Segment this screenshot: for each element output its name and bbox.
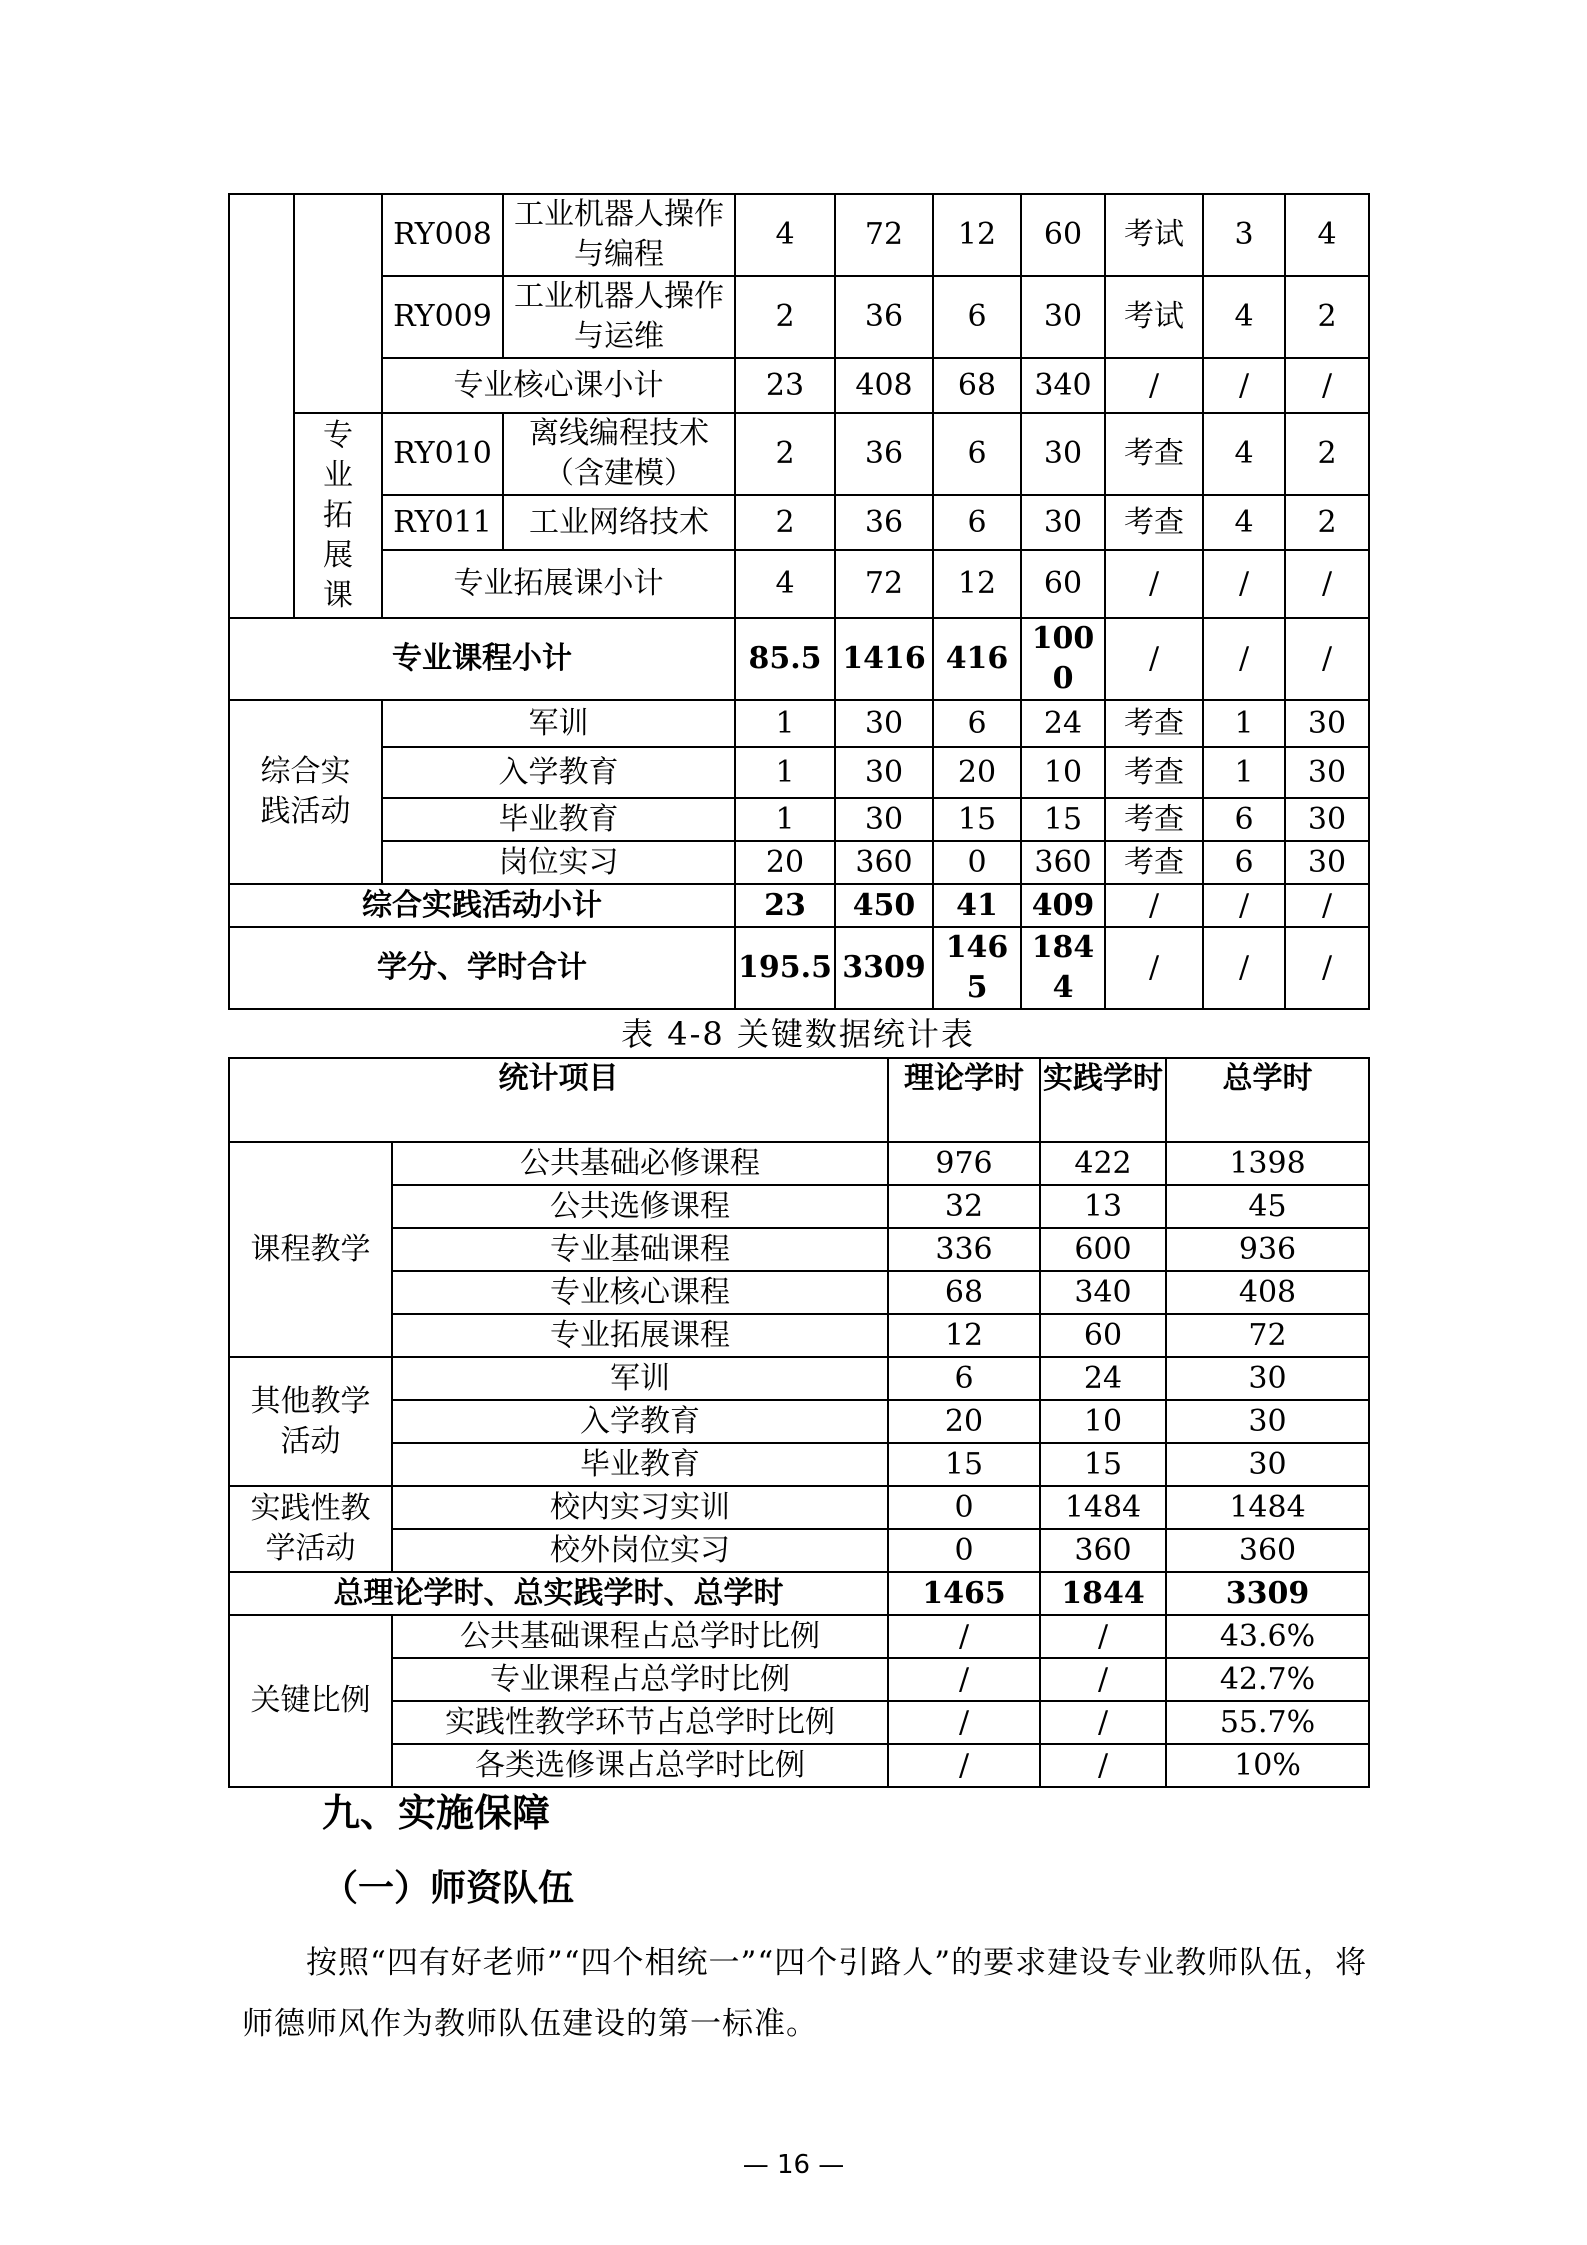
course-hours-table xyxy=(228,193,1370,1010)
course-name: 工业机器人操作与编程 xyxy=(503,194,735,276)
weekly-cell: 2 xyxy=(1285,276,1369,358)
term-cell: 4 xyxy=(1203,413,1285,495)
practice-cell: 409 xyxy=(1021,884,1105,927)
table-row xyxy=(229,841,1369,884)
item-label: 校外岗位实习 xyxy=(392,1529,888,1572)
table-row xyxy=(229,747,1369,798)
assess-cell: / xyxy=(1105,884,1203,927)
practice-cell: 24 xyxy=(1021,700,1105,747)
credits-cell: 20 xyxy=(735,841,835,884)
credits-cell: 4 xyxy=(735,194,835,276)
credits-cell: 1 xyxy=(735,700,835,747)
theory-cell: 6 xyxy=(933,700,1021,747)
theory-cell: 976 xyxy=(888,1142,1040,1185)
practice-cell: 1844 xyxy=(1040,1572,1166,1615)
total-cell: 30 xyxy=(1166,1400,1369,1443)
practice-cell: / xyxy=(1040,1701,1166,1744)
table-row xyxy=(229,927,1369,1009)
practice-cell: 30 xyxy=(1021,495,1105,550)
practice-cell: 1484 xyxy=(1040,1486,1166,1529)
activity-label: 军训 xyxy=(382,700,735,747)
total-cell: 30 xyxy=(1166,1357,1369,1400)
theory-cell: 6 xyxy=(933,276,1021,358)
theory-cell: / xyxy=(888,1744,1040,1787)
table-row xyxy=(229,1529,1369,1572)
practice-cell: / xyxy=(1040,1615,1166,1658)
total-cell: 42.7% xyxy=(1166,1658,1369,1701)
group-label-text: 专业拓展课 xyxy=(323,417,353,613)
total-label: 专业课程小计 xyxy=(229,618,735,700)
table-row xyxy=(229,1701,1369,1744)
course-name: 工业网络技术 xyxy=(503,495,735,550)
item-label: 公共基础课程占总学时比例 xyxy=(392,1615,888,1658)
assess-cell: 考查 xyxy=(1105,747,1203,798)
theory-cell: 0 xyxy=(888,1529,1040,1572)
theory-cell: / xyxy=(888,1701,1040,1744)
credits-cell: 85.5 xyxy=(735,618,835,700)
practice-cell: 1844 xyxy=(1021,927,1105,1009)
hours-cell: 30 xyxy=(835,700,933,747)
credits-cell: 195.5 xyxy=(735,927,835,1009)
assess-cell: / xyxy=(1105,618,1203,700)
credits-cell: 23 xyxy=(735,884,835,927)
total-label: 学分、学时合计 xyxy=(229,927,735,1009)
practice-cell: 15 xyxy=(1021,798,1105,841)
table-row xyxy=(229,1271,1369,1314)
table-row xyxy=(229,495,1369,550)
practice-cell: 340 xyxy=(1040,1271,1166,1314)
table-row xyxy=(229,1314,1369,1357)
item-label: 毕业教育 xyxy=(392,1443,888,1486)
group-label-expand xyxy=(294,413,382,618)
credits-cell: 1 xyxy=(735,798,835,841)
total-label: 综合实践活动小计 xyxy=(229,884,735,927)
weekly-cell: / xyxy=(1285,550,1369,618)
group-label-text: 实践性教学活动 xyxy=(250,1491,371,1566)
theory-cell: 416 xyxy=(933,618,1021,700)
total-cell: 55.7% xyxy=(1166,1701,1369,1744)
theory-cell: 15 xyxy=(933,798,1021,841)
total-cell: 3309 xyxy=(1166,1572,1369,1615)
weekly-cell: / xyxy=(1285,618,1369,700)
assess-cell: 考查 xyxy=(1105,700,1203,747)
hours-cell: 36 xyxy=(835,495,933,550)
item-label: 专业基础课程 xyxy=(392,1228,888,1271)
hours-cell: 72 xyxy=(835,194,933,276)
assess-cell: / xyxy=(1105,550,1203,618)
theory-cell: 336 xyxy=(888,1228,1040,1271)
group-cell-blank xyxy=(229,194,294,413)
weekly-cell: 30 xyxy=(1285,798,1369,841)
theory-cell: 0 xyxy=(888,1486,1040,1529)
term-cell: / xyxy=(1203,884,1285,927)
section-heading: 九、实施保障 xyxy=(322,1791,551,1835)
table-row xyxy=(229,1572,1369,1615)
table-row xyxy=(229,276,1369,358)
term-cell: 4 xyxy=(1203,495,1285,550)
item-label: 各类选修课占总学时比例 xyxy=(392,1744,888,1787)
hours-cell: 72 xyxy=(835,550,933,618)
theory-cell: 12 xyxy=(933,194,1021,276)
credits-cell: 1 xyxy=(735,747,835,798)
subtotal-label: 专业核心课小计 xyxy=(382,358,735,413)
body-paragraph: 按照“四有好老师”“四个相统一”“四个引路人”的要求建设专业教师队伍，将师德师风作为教师队伍建设的第一标准。 xyxy=(242,1945,1368,2042)
total-cell: 1398 xyxy=(1166,1142,1369,1185)
term-cell: / xyxy=(1203,550,1285,618)
term-cell: / xyxy=(1203,358,1285,413)
header-practice: 实践学时 xyxy=(1040,1058,1166,1142)
group-label-text: 其他教学活动 xyxy=(250,1383,371,1459)
item-label: 专业课程占总学时比例 xyxy=(392,1658,888,1701)
total-cell: 30 xyxy=(1166,1443,1369,1486)
theory-cell: 32 xyxy=(888,1185,1040,1228)
assess-cell: / xyxy=(1105,927,1203,1009)
total-cell: 72 xyxy=(1166,1314,1369,1357)
hours-cell: 1416 xyxy=(835,618,933,700)
table-row xyxy=(229,798,1369,841)
weekly-cell: / xyxy=(1285,884,1369,927)
table-row xyxy=(229,1744,1369,1787)
theory-cell: 6 xyxy=(888,1357,1040,1400)
subsection-heading: （一）师资队伍 xyxy=(322,1868,575,1909)
weekly-cell: / xyxy=(1285,358,1369,413)
table-row xyxy=(229,550,1369,618)
hours-cell: 30 xyxy=(835,747,933,798)
practice-cell: 10 xyxy=(1040,1400,1166,1443)
course-code: RY011 xyxy=(382,495,503,550)
table-row xyxy=(229,413,1369,495)
group-label-text: 综合实践活动 xyxy=(260,754,351,829)
assess-cell: 考查 xyxy=(1105,413,1203,495)
theory-cell: 20 xyxy=(933,747,1021,798)
practice-cell: 422 xyxy=(1040,1142,1166,1185)
group-label-teaching: 课程教学 xyxy=(229,1142,392,1357)
table-row xyxy=(229,1615,1369,1658)
term-cell: / xyxy=(1203,927,1285,1009)
total-cell: 45 xyxy=(1166,1185,1369,1228)
practice-cell: 13 xyxy=(1040,1185,1166,1228)
credits-cell: 23 xyxy=(735,358,835,413)
theory-cell: / xyxy=(888,1615,1040,1658)
practice-cell: 340 xyxy=(1021,358,1105,413)
weekly-cell: 2 xyxy=(1285,495,1369,550)
term-cell: / xyxy=(1203,618,1285,700)
term-cell: 1 xyxy=(1203,700,1285,747)
credits-cell: 4 xyxy=(735,550,835,618)
assess-cell: 考查 xyxy=(1105,841,1203,884)
credits-cell: 2 xyxy=(735,495,835,550)
table-header-row xyxy=(229,1058,1369,1142)
header-theory: 理论学时 xyxy=(888,1058,1040,1142)
group-label-practice xyxy=(229,700,382,884)
subtotal-label: 专业拓展课小计 xyxy=(382,550,735,618)
assess-cell: 考试 xyxy=(1105,194,1203,276)
item-label: 校内实习实训 xyxy=(392,1486,888,1529)
term-cell: 1 xyxy=(1203,747,1285,798)
table-row xyxy=(229,1658,1369,1701)
weekly-cell: 30 xyxy=(1285,747,1369,798)
group-cell-blank xyxy=(229,413,294,618)
table-row xyxy=(229,884,1369,927)
table-row xyxy=(229,618,1369,700)
hours-cell: 30 xyxy=(835,798,933,841)
hours-cell: 408 xyxy=(835,358,933,413)
credits-cell: 2 xyxy=(735,276,835,358)
total-cell: 1484 xyxy=(1166,1486,1369,1529)
activity-label: 岗位实习 xyxy=(382,841,735,884)
weekly-cell: 30 xyxy=(1285,700,1369,747)
item-label: 专业拓展课程 xyxy=(392,1314,888,1357)
theory-cell: 15 xyxy=(888,1443,1040,1486)
item-label: 公共基础必修课程 xyxy=(392,1142,888,1185)
hours-cell: 36 xyxy=(835,276,933,358)
practice-cell: 360 xyxy=(1040,1529,1166,1572)
practice-cell: / xyxy=(1040,1744,1166,1787)
key-data-table xyxy=(228,1057,1370,1788)
theory-cell: 6 xyxy=(933,413,1021,495)
total-label: 总理论学时、总实践学时、总学时 xyxy=(229,1572,888,1615)
total-cell: 43.6% xyxy=(1166,1615,1369,1658)
table-row xyxy=(229,358,1369,413)
course-code: RY010 xyxy=(382,413,503,495)
term-cell: 4 xyxy=(1203,276,1285,358)
practice-cell: 60 xyxy=(1021,194,1105,276)
total-cell: 10% xyxy=(1166,1744,1369,1787)
practice-cell: 1000 xyxy=(1021,618,1105,700)
term-cell: 3 xyxy=(1203,194,1285,276)
weekly-cell: 4 xyxy=(1285,194,1369,276)
practice-cell: 30 xyxy=(1021,413,1105,495)
assess-cell: / xyxy=(1105,358,1203,413)
item-label: 实践性教学环节占总学时比例 xyxy=(392,1701,888,1744)
practice-cell: 60 xyxy=(1040,1314,1166,1357)
hours-cell: 360 xyxy=(835,841,933,884)
theory-cell: 12 xyxy=(933,550,1021,618)
practice-cell: 10 xyxy=(1021,747,1105,798)
header-item: 统计项目 xyxy=(229,1058,888,1142)
course-code: RY009 xyxy=(382,276,503,358)
course-name: 离线编程技术（含建模） xyxy=(503,413,735,495)
term-cell: 6 xyxy=(1203,798,1285,841)
course-name: 工业机器人操作与运维 xyxy=(503,276,735,358)
header-total: 总学时 xyxy=(1166,1058,1369,1142)
assess-cell: 考查 xyxy=(1105,495,1203,550)
total-cell: 360 xyxy=(1166,1529,1369,1572)
theory-cell: 12 xyxy=(888,1314,1040,1357)
practice-cell: 15 xyxy=(1040,1443,1166,1486)
group-label-other xyxy=(229,1357,392,1486)
practice-cell: 600 xyxy=(1040,1228,1166,1271)
item-label: 入学教育 xyxy=(392,1400,888,1443)
weekly-cell: 2 xyxy=(1285,413,1369,495)
table-row xyxy=(229,700,1369,747)
group-label-ratio: 关键比例 xyxy=(229,1615,392,1787)
table-row xyxy=(229,1228,1369,1271)
item-label: 专业核心课程 xyxy=(392,1271,888,1314)
hours-cell: 36 xyxy=(835,413,933,495)
table-row xyxy=(229,194,1369,276)
practice-cell: 60 xyxy=(1021,550,1105,618)
table-caption: 表 4-8 关键数据统计表 xyxy=(621,1015,975,1053)
course-code: RY008 xyxy=(382,194,503,276)
table-row xyxy=(229,1357,1369,1400)
practice-cell: 30 xyxy=(1021,276,1105,358)
practice-cell: / xyxy=(1040,1658,1166,1701)
item-label: 军训 xyxy=(392,1357,888,1400)
hours-cell: 3309 xyxy=(835,927,933,1009)
weekly-cell: / xyxy=(1285,927,1369,1009)
term-cell: 6 xyxy=(1203,841,1285,884)
group-cell-blank xyxy=(294,194,382,413)
table-row xyxy=(229,1486,1369,1529)
table-row xyxy=(229,1142,1369,1185)
table-row xyxy=(229,1443,1369,1486)
credits-cell: 2 xyxy=(735,413,835,495)
table-row xyxy=(229,1185,1369,1228)
theory-cell: 41 xyxy=(933,884,1021,927)
theory-cell: 68 xyxy=(933,358,1021,413)
activity-label: 毕业教育 xyxy=(382,798,735,841)
theory-cell: 1465 xyxy=(933,927,1021,1009)
assess-cell: 考查 xyxy=(1105,798,1203,841)
theory-cell: 68 xyxy=(888,1271,1040,1314)
weekly-cell: 30 xyxy=(1285,841,1369,884)
total-cell: 408 xyxy=(1166,1271,1369,1314)
item-label: 公共选修课程 xyxy=(392,1185,888,1228)
theory-cell: 20 xyxy=(888,1400,1040,1443)
total-cell: 936 xyxy=(1166,1228,1369,1271)
group-label-practical xyxy=(229,1486,392,1572)
page-number: — 16 — xyxy=(742,2150,845,2180)
theory-cell: 6 xyxy=(933,495,1021,550)
theory-cell: 0 xyxy=(933,841,1021,884)
table-row xyxy=(229,1400,1369,1443)
practice-cell: 24 xyxy=(1040,1357,1166,1400)
practice-cell: 360 xyxy=(1021,841,1105,884)
theory-cell: 1465 xyxy=(888,1572,1040,1615)
assess-cell: 考试 xyxy=(1105,276,1203,358)
theory-cell: / xyxy=(888,1658,1040,1701)
hours-cell: 450 xyxy=(835,884,933,927)
activity-label: 入学教育 xyxy=(382,747,735,798)
